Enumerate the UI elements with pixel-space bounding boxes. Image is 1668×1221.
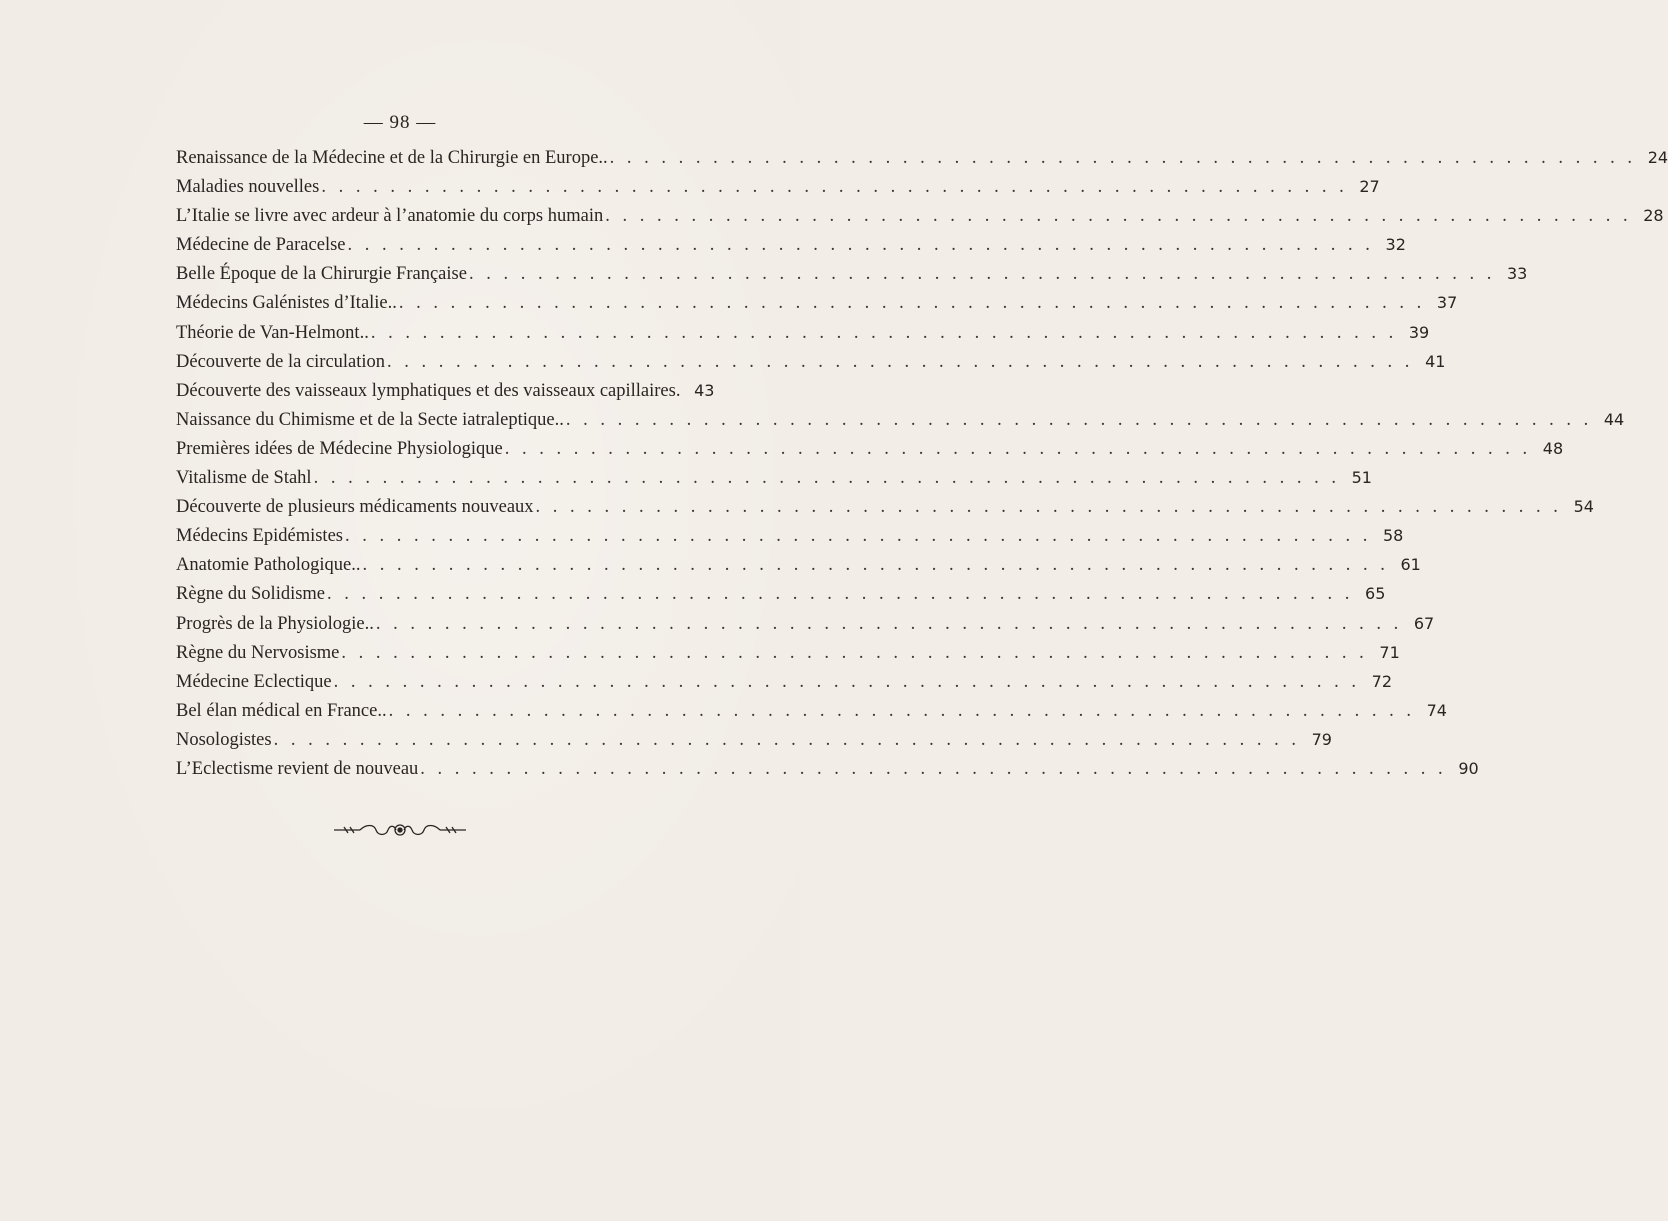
toc-entry [176, 671, 1392, 701]
printers-flourish-icon [330, 820, 470, 840]
toc-entry-page: 41 [1425, 351, 1446, 371]
toc-entry [176, 555, 1421, 584]
toc-entry [176, 177, 1380, 206]
dot-leader: . . . . . . . . . . . . . . . . . . . . . . . . . . . . . . . . . . . . . . . . . . . . . . . . . . . . . . . . . . . . [313, 468, 1340, 489]
dot-leader: . . . . . . . . . . . . . . . . . . . . . . . . . . . . . . . . . . . . . . . . . . . . . . . . . . . . . . . . . . . . [605, 206, 1632, 227]
toc-entry-title: Découverte de plusieurs médicaments nouveaux [176, 497, 534, 518]
toc-entry-page: 72 [1371, 671, 1392, 691]
toc-entry-page: 32 [1385, 235, 1406, 255]
toc-entry [176, 613, 1435, 643]
toc-entry [176, 642, 1400, 672]
toc-entry [176, 293, 1458, 322]
toc-entry-page: 67 [1413, 613, 1435, 633]
toc-entry [176, 235, 1406, 264]
dot-leader: . . . . . . . . . . . . . . . . . . . . . . . . . . . . . . . . . . . . . . . . . . . . . . . . . . . . . . . . . . . . [468, 264, 1496, 285]
toc-entry [176, 526, 1404, 555]
toc-entry-title: Belle Époque de la Chirurgie Française [176, 264, 467, 285]
toc-entry-page: 48 [1542, 438, 1564, 458]
toc-entry-title: Règne du Nervosisme [176, 642, 340, 663]
toc-entry-title: Maladies nouvelles [176, 177, 320, 198]
dot-leader: . . . . . . . . . . . . . . . . . . . . . . . . . . . . . . . . . . . . . . . . . . . . . . . . . . . . . . . . . . . . [609, 148, 1637, 168]
toc-entry-title: Règne du Solidisme [176, 584, 326, 605]
toc-entry-title: Nosologistes [176, 729, 272, 750]
toc-entry-page: 65 [1365, 584, 1386, 604]
toc-entry-title: Médecins Epidémistes [176, 526, 343, 547]
toc-entry-title: Médecine de Paracelse [176, 235, 346, 256]
flourish-ornament [0, 820, 800, 840]
toc-entry [176, 497, 1594, 526]
dot-leader: . . . . . . . . . . . . . . . . . . . . . . . . . . . . . . . . . . . . . . . . . . . . . . . . . . . . . . . . . . . . [420, 758, 1447, 779]
toc-entry [176, 729, 1332, 759]
toc-entry-page: 37 [1436, 293, 1458, 313]
toc-entry [176, 468, 1372, 497]
toc-entry-page: 39 [1408, 322, 1430, 342]
toc-entry-page: 74 [1426, 700, 1447, 720]
toc-entry [176, 380, 715, 410]
toc-entry [176, 322, 1430, 352]
toc-entry-title: Anatomie Pathologique.. [176, 555, 361, 576]
toc-entry-title: Bel élan médical en France.. [176, 700, 387, 721]
toc-entry [176, 438, 1564, 468]
toc-entry-title: Naissance du Chimisme et de la Secte iatraleptique.. [176, 409, 564, 430]
dot-leader: . . . . . . . . . . . . . . . . . . . . . . . . . . . . . . . . . . . . . . . . . . . . . . . . . . . . . . . . . . . . [327, 584, 1354, 605]
dot-leader: . . . . . . . . . . . . . . . . . . . . . . . . . . . . . . . . . . . . . . . . . . . . . . . . . . . . . . . . . . . . [535, 497, 1562, 518]
toc-entry-title: Médecins Galénistes d’Italie.. [176, 293, 397, 314]
toc-entry-title: Découverte des vaisseaux lymphatiques et des vaisseaux capillaires. [176, 380, 681, 401]
toc-entry-page: 44 [1603, 409, 1625, 429]
page-number: — 98 — [363, 112, 437, 133]
dot-leader: . . . . . . . . . . . . . . . . . . . . . . . . . . . . . . . . . . . . . . . . . . . . . . . . . . . . . . . . . . . . [387, 351, 1414, 372]
toc-entry-title: Découverte de la circulation [176, 351, 386, 372]
toc-entry-page: 51 [1351, 468, 1372, 488]
toc-entry-title: Vitalisme de Stahl [176, 468, 312, 489]
toc-entry-page: 43 [694, 380, 715, 400]
dot-leader: . . . . . . . . . . . . . . . . . . . . . . . . . . . . . . . . . . . . . . . . . . . . . . . . . . . . . . . . . . . . [333, 671, 1360, 692]
dot-leader: . . . . . . . . . . . . . . . . . . . . . . . . . . . . . . . . . . . . . . . . . . . . . . . . . . . . . . . . . . . . [398, 293, 1426, 314]
toc-entry-title: L’Italie se livre avec ardeur à l’anatomie du corps humain [176, 206, 604, 227]
toc-entry-title: Premières idées de Médecine Physiologique [176, 438, 503, 459]
table-of-contents [176, 148, 1668, 788]
toc-entry-page: 33 [1506, 264, 1528, 284]
dot-leader: . . . . . . . . . . . . . . . . . . . . . . . . . . . . . . . . . . . . . . . . . . . . . . . . . . . . . . . . . . . . [370, 322, 1398, 343]
toc-entry-title: L’Eclectisme revient de nouveau [176, 758, 419, 779]
dot-leader: . . . . . . . . . . . . . . . . . . . . . . . . . . . . . . . . . . . . . . . . . . . . . . . . . . . . . . . . . . . . [362, 555, 1389, 576]
toc-entry [176, 148, 1668, 177]
dot-leader: . . . . . . . . . . . . . . . . . . . . . . . . . . . . . . . . . . . . . . . . . . . . . . . . . . . . . . . . . . . . [321, 177, 1348, 198]
toc-entry-page: 27 [1359, 177, 1380, 197]
dot-leader: . . . . . . . . . . . . . . . . . . . . . . . . . . . . . . . . . . . . . . . . . . . . . . . . . . . . . . . . . . . . [388, 700, 1415, 721]
dot-leader: . . . . . . . . . . . . . . . . . . . . . . . . . . . . . . . . . . . . . . . . . . . . . . . . . . . . . . . . . . . . [344, 526, 1372, 547]
dot-leader: . . . . . . . . . . . . . . . . . . . . . . . . . . . . . . . . . . . . . . . . . . . . . . . . . . . . . . . . . . . . [347, 235, 1374, 256]
toc-entry [176, 758, 1479, 788]
toc-entry [176, 206, 1664, 235]
toc-entry [176, 700, 1447, 730]
toc-entry [176, 584, 1386, 613]
toc-entry-page: 54 [1573, 497, 1594, 517]
dot-leader: . . . . . . . . . . . . . . . . . . . . . . . . . . . . . . . . . . . . . . . . . . . . . . . . . . . . . . . . . . . . [565, 409, 1593, 430]
toc-entry [176, 409, 1625, 439]
dot-leader: . . . . . . . . . . . . . . . . . . . . . . . . . . . . . . . . . . . . . . . . . . . . . . . . . . . . . . . . . . . . [273, 729, 1300, 750]
toc-entry-title: Renaissance de la Médecine et de la Chirurgie en Europe.. [176, 148, 608, 168]
toc-entry-page: 90 [1458, 758, 1479, 778]
toc-entry [176, 264, 1528, 293]
toc-entry-page: 79 [1311, 729, 1332, 749]
toc-entry-page: 61 [1400, 555, 1421, 575]
toc-entry-title: Progrès de la Physiologie.. [176, 613, 374, 634]
toc-entry-page: 28 [1643, 206, 1664, 226]
dot-leader: . . . . . . . . . . . . . . . . . . . . . . . . . . . . . . . . . . . . . . . . . . . . . . . . . . . . . . . . . . . . [375, 613, 1403, 634]
toc-entry-page: 24 [1647, 148, 1668, 167]
toc-entry-title: Médecine Eclectique [176, 671, 332, 692]
dot-leader: . . . . . . . . . . . . . . . . . . . . . . . . . . . . . . . . . . . . . . . . . . . . . . . . . . . . . . . . . . . . [504, 438, 1532, 459]
toc-entry [176, 351, 1446, 381]
toc-entry-title: Théorie de Van-Helmont.. [176, 322, 369, 343]
dot-leader: . . . . . . . . . . . . . . . . . . . . . . . . . . . . . . . . . . . . . . . . . . . . . . . . . . . . . . . . . . . . [341, 642, 1368, 663]
toc-entry-page: 58 [1383, 526, 1404, 546]
toc-entry-page: 71 [1379, 642, 1400, 662]
